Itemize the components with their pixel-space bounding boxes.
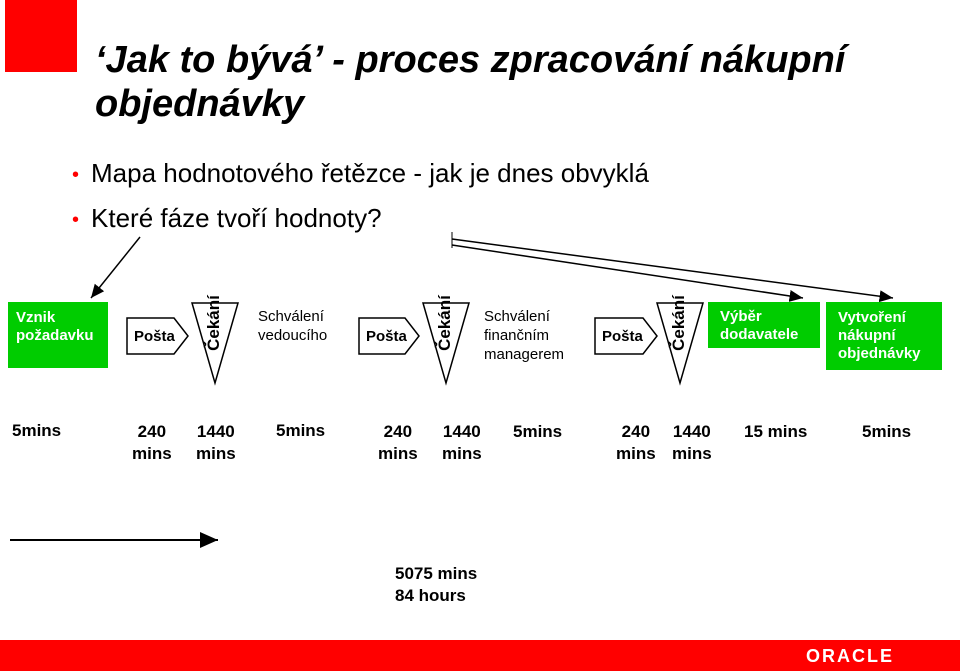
time-vyber: 15 mins xyxy=(744,422,808,441)
bullet-dot-icon: • xyxy=(72,209,80,232)
pointer-arrow-vyber xyxy=(452,245,803,298)
oracle-logo: ORACLE xyxy=(806,646,894,666)
time-vznik: 5mins xyxy=(12,421,62,440)
bullet-item-2: • Které fáze tvoří hodnoty? xyxy=(72,203,382,233)
total-time: 5075 mins 84 hours xyxy=(395,564,478,605)
slide-title: ‘Jak to bývá’ - proces zpracování nákupní objednávky xyxy=(95,39,846,125)
step-schvaleni-financni: Schválení finančním managerem xyxy=(484,308,565,363)
bullet-item-1: • Mapa hodnotového řetězce - jak je dnes obvyklá xyxy=(72,158,649,188)
time-posta-3: 240 mins xyxy=(616,422,656,463)
time-cekani-1: 1440 mins xyxy=(196,422,236,463)
bullet-dot-icon: • xyxy=(72,164,80,187)
time-cekani-3: 1440 mins xyxy=(672,422,712,463)
cekani-label-2: Čekání xyxy=(435,295,454,351)
time-posta-2: 240 mins xyxy=(378,422,418,463)
cekani-label-3: Čekání xyxy=(669,295,688,351)
pointer-arrow-vznik xyxy=(91,237,140,298)
posta-label-2: Pošta xyxy=(366,328,407,345)
time-vytvoreni: 5mins xyxy=(862,422,912,441)
time-cekani-2: 1440 mins xyxy=(442,422,482,463)
step-schvaleni-vedouciho: Schválení vedoucího xyxy=(258,308,328,344)
posta-label-1: Pošta xyxy=(134,328,175,345)
time-schvaleni-vedouciho: 5mins xyxy=(276,421,326,440)
time-posta-1: 240 mins xyxy=(132,422,172,463)
step-vyber-dodavatele: Výběr dodavatele xyxy=(708,302,820,348)
step-vytvoreni-objednavky: Vytvoření nákupní objednávky xyxy=(826,302,942,370)
step-vznik-pozadavku: Vznik požadavku xyxy=(8,302,108,368)
posta-label-3: Pošta xyxy=(602,328,643,345)
time-schvaleni-financni: 5mins xyxy=(513,422,563,441)
cekani-label-1: Čekání xyxy=(204,295,223,351)
